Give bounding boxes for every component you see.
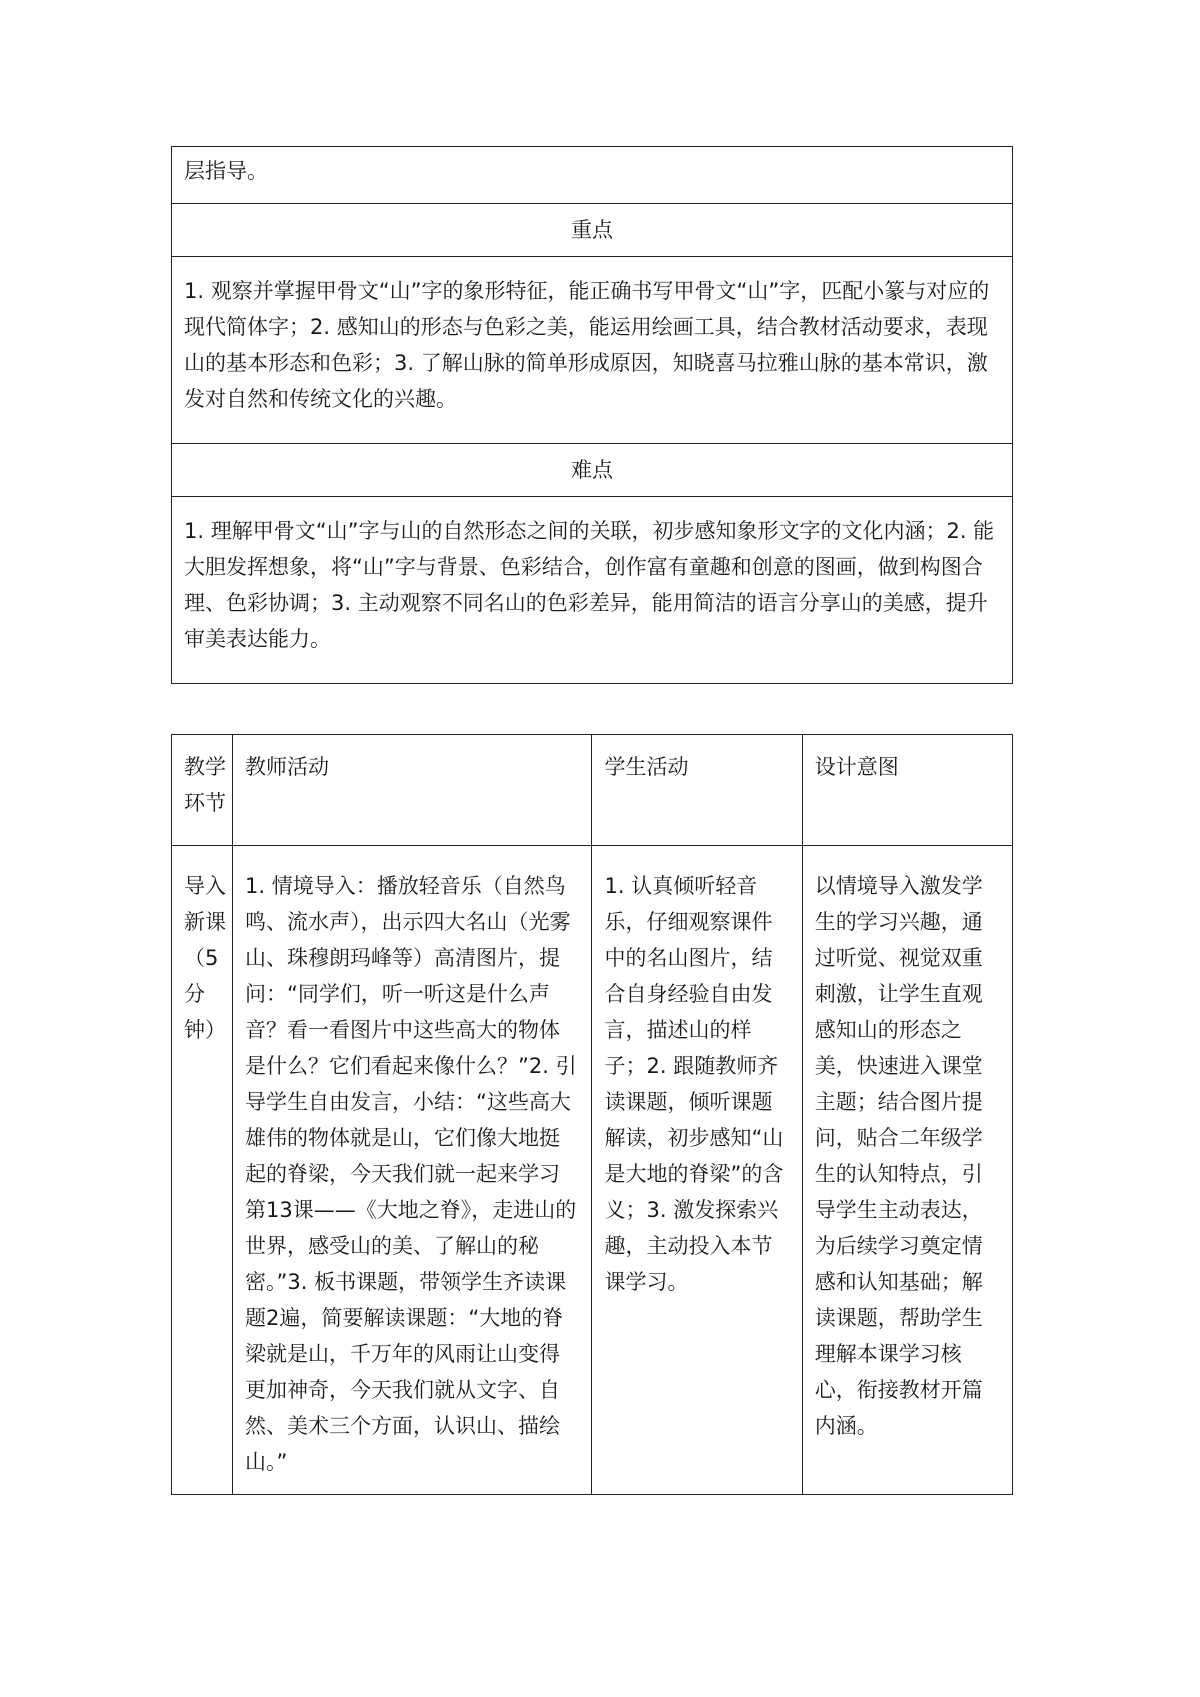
key-points-heading: 重点 [172, 204, 1013, 257]
key-points-heading-row [172, 204, 1013, 257]
student-activity-cell: 1. 认真倾听轻音乐，仔细观察课件中的名山图片，结合自身经验自由发言，描述山的样子；2. 跟随教师齐读课题，倾听课题解读，初步感知“山是大地的脊梁”的含义；3. 激发探索兴趣，主动投入本节课学习。 [592, 846, 802, 1495]
continued-text: 层指导。 [172, 147, 1013, 204]
objectives-table [171, 146, 1013, 684]
table-header-row [172, 735, 1013, 846]
table-row [172, 846, 1013, 1495]
header-phase: 教学环节 [172, 735, 233, 846]
key-points-text: 1. 观察并掌握甲骨文“山”字的象形特征，能正确书写甲骨文“山”字，匹配小篆与对应的现代简体字；2. 感知山的形态与色彩之美，能运用绘画工具，结合教材活动要求，表现山的基本形态和色彩；3. 了解山脉的简单形成原因，知晓喜马拉雅山脉的基本常识，激发对自然和传统文化的兴趣。 [172, 257, 1013, 444]
header-student: 学生活动 [592, 735, 802, 846]
header-intent: 设计意图 [802, 735, 1012, 846]
teacher-activity-cell: 1. 情境导入：播放轻音乐（自然鸟鸣、流水声），出示四大名山（光雾山、珠穆朗玛峰等）高清图片，提问：“同学们，听一听这是什么声音？看一看图片中这些高大的物体是什么？它们看起来像什么？”2. 引导学生自由发言，小结：“这些高大雄伟的物体就是山，它们像大地挺起的脊梁，今天我们就一起来学习第13课——《大地之脊》，走进山的世界，感受山的美、了解山的秘密。”3. 板书课题，带领学生齐读课题2遍，简要解读课题：“大地的脊梁就是山，千万年的风雨让山变得更加神奇，今天我们就从文字、自然、美术三个方面，认识山、描绘山。” [233, 846, 592, 1495]
difficult-points-heading: 难点 [172, 444, 1013, 497]
lesson-process-table [171, 734, 1013, 1495]
design-intent-cell: 以情境导入激发学生的学习兴趣，通过听觉、视觉双重刺激，让学生直观感知山的形态之美，快速进入课堂主题；结合图片提问，贴合二年级学生的认知特点，引导学生主动表达，为后续学习奠定情感和认知基础；解读课题，帮助学生理解本课学习核心，衔接教材开篇内涵。 [802, 846, 1012, 1495]
key-points-row [172, 257, 1013, 444]
phase-cell: 导入新课（5分钟） [172, 846, 233, 1495]
difficult-points-heading-row [172, 444, 1013, 497]
header-teacher: 教师活动 [233, 735, 592, 846]
difficult-points-row [172, 497, 1013, 684]
difficult-points-text: 1. 理解甲骨文“山”字与山的自然形态之间的关联，初步感知象形文字的文化内涵；2. 能大胆发挥想象，将“山”字与背景、色彩结合，创作富有童趣和创意的图画，做到构图合理、色彩协调；3. 主动观察不同名山的色彩差异，能用简洁的语言分享山的美感，提升审美表达能力。 [172, 497, 1013, 684]
continued-row [172, 147, 1013, 204]
